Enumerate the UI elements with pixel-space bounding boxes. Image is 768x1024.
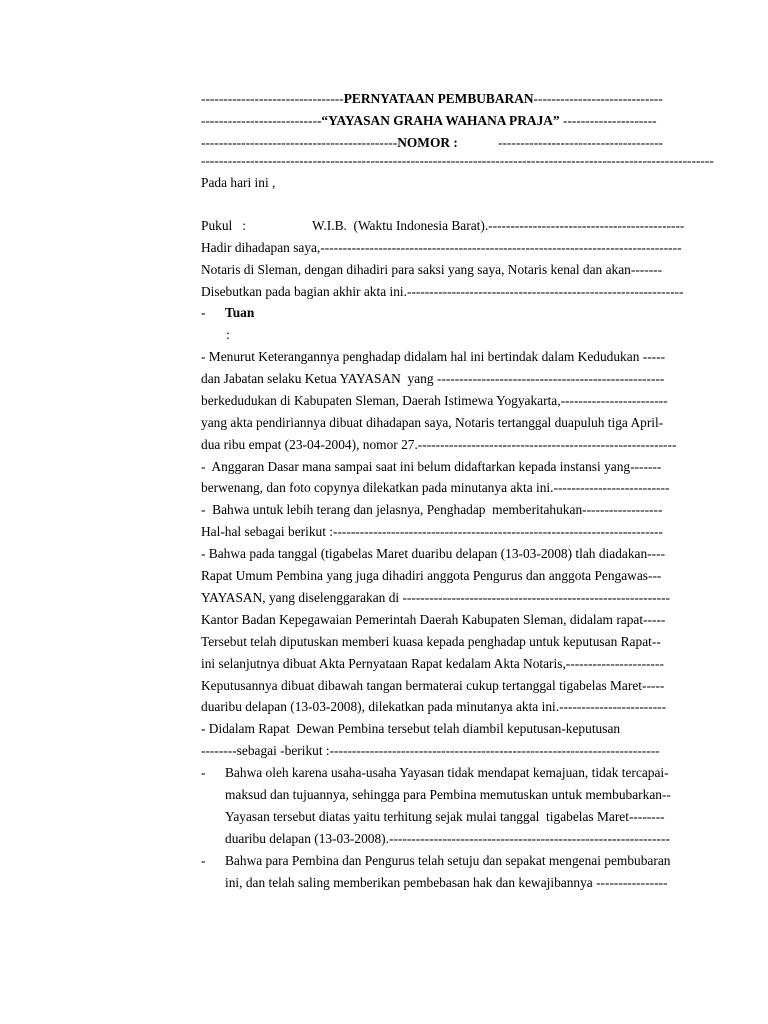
- body-line: - Didalam Rapat Dewan Pembina tersebut telah diambil keputusan-keputusan: [201, 721, 621, 737]
- body-line: Kantor Badan Kepegawaian Pemerintah Daerah Kabupaten Sleman, didalam rapat-----: [201, 611, 666, 627]
- body-line: - Bahwa pada tanggal (tigabelas Maret duaribu delapan (13-03-2008) tlah diadakan----: [201, 546, 666, 562]
- bullet-line: Yayasan tersebut diatas yaitu terhitung sejak mulai tanggal tigabelas Maret--------: [225, 808, 665, 824]
- bullet-line: duaribu delapan (13-03-2008).---------------------------------------------------------------: [225, 830, 670, 846]
- body-line: berkedudukan di Kabupaten Sleman, Daerah Istimewa Yogyakarta,------------------------: [201, 392, 668, 408]
- tuan-colon: :: [226, 327, 230, 342]
- bullet-line: maksud dan tujuannya, sehingga para Pembina memutuskan untuk membubarkan--: [225, 786, 671, 802]
- body-line: - Menurut Keterangannya penghadap didalam hal ini bertindak dalam Kedudukan -----: [201, 349, 666, 364]
- body-line: - Anggaran Dasar mana sampai saat ini belum didaftarkan kepada instansi yang-------: [201, 458, 662, 474]
- title-line-1: --------------------------------PERNYATAAN PEMBUBARAN-----------------------------: [201, 91, 663, 106]
- tuan-bullet: -: [201, 305, 206, 320]
- bullet-line: ini, dan telah saling memberikan pembebasan hak dan kewajibannya ----------------: [225, 874, 668, 890]
- body-line: --------sebagai -berikut :--------------------------------------------------------------------------: [201, 743, 660, 759]
- body-line: duaribu delapan (13-03-2008), dilekatkan pada minutanya akta ini.------------------------: [201, 699, 667, 715]
- body-line: dan Jabatan selaku Ketua YAYASAN yang ---------------------------------------------------: [201, 370, 665, 386]
- body-line: Tersebut telah diputuskan memberi kuasa kepada penghadap untuk keputusan Rapat--: [201, 633, 661, 649]
- body-line: Hal-hal sebagai berikut :--------------------------------------------------------------------------: [201, 524, 663, 540]
- disebutkan-line: Disebutkan pada bagian akhir akta ini.--------------------------------------------------------------: [201, 284, 684, 299]
- pukul-rest: W.I.B. (Waktu Indonesia Barat).--------------------------------------------: [312, 218, 685, 233]
- hadir-line: Hadir dihadapan saya,---------------------------------------------------------------------------------: [201, 240, 682, 255]
- body-line: YAYASAN, yang diselenggarakan di ------------------------------------------------------------: [201, 589, 671, 605]
- bullet-line: Bahwa oleh karena usaha-usaha Yayasan tidak mendapat kemajuan, tidak tercapai-: [225, 765, 669, 780]
- body-line: berwenang, dan foto copynya dilekatkan pada minutanya akta ini.--------------------------: [201, 480, 670, 496]
- body-line: yang akta pendiriannya dibuat dihadapan saya, Notaris tertanggal duapuluh tiga April-: [201, 414, 664, 430]
- title-line-2: ---------------------------“YAYASAN GRAHA WAHANA PRAJA” ---------------------: [201, 113, 657, 128]
- bullet-marker: -: [201, 852, 206, 868]
- body-line: - Bahwa untuk lebih terang dan jelasnya, Penghadap memberitahukan------------------: [201, 502, 663, 518]
- opening-line: Pada hari ini ,: [201, 175, 276, 190]
- pukul-label: Pukul :: [201, 218, 247, 233]
- bullet-line: Bahwa para Pembina dan Pengurus telah setuju dan sepakat mengenai pembubaran: [225, 852, 671, 868]
- bullet-marker: -: [201, 765, 206, 780]
- tuan-label: Tuan: [225, 305, 255, 320]
- body-line: ini selanjutnya dibuat Akta Pernyataan Rapat kedalam Akta Notaris,----------------------: [201, 655, 664, 671]
- body-line: Keputusannya dibuat dibawah tangan bermaterai cukup tertanggal tigabelas Maret-----: [201, 677, 665, 693]
- body-line: dua ribu empat (23-04-2004), nomor 27.----------------------------------------------------------: [201, 436, 677, 452]
- notaris-line: Notaris di Sleman, dengan dihadiri para saksi yang saya, Notaris kenal dan akan-------: [201, 262, 663, 277]
- title-line-4: -------------------------------------------------------------------------------------------------------------------: [201, 153, 714, 168]
- body-line: Rapat Umum Pembina yang juga dihadiri anggota Pengurus dan anggota Pengawas---: [201, 568, 662, 583]
- title-line-3: --------------------------------------------NOMOR : -------------------------------------: [201, 135, 664, 150]
